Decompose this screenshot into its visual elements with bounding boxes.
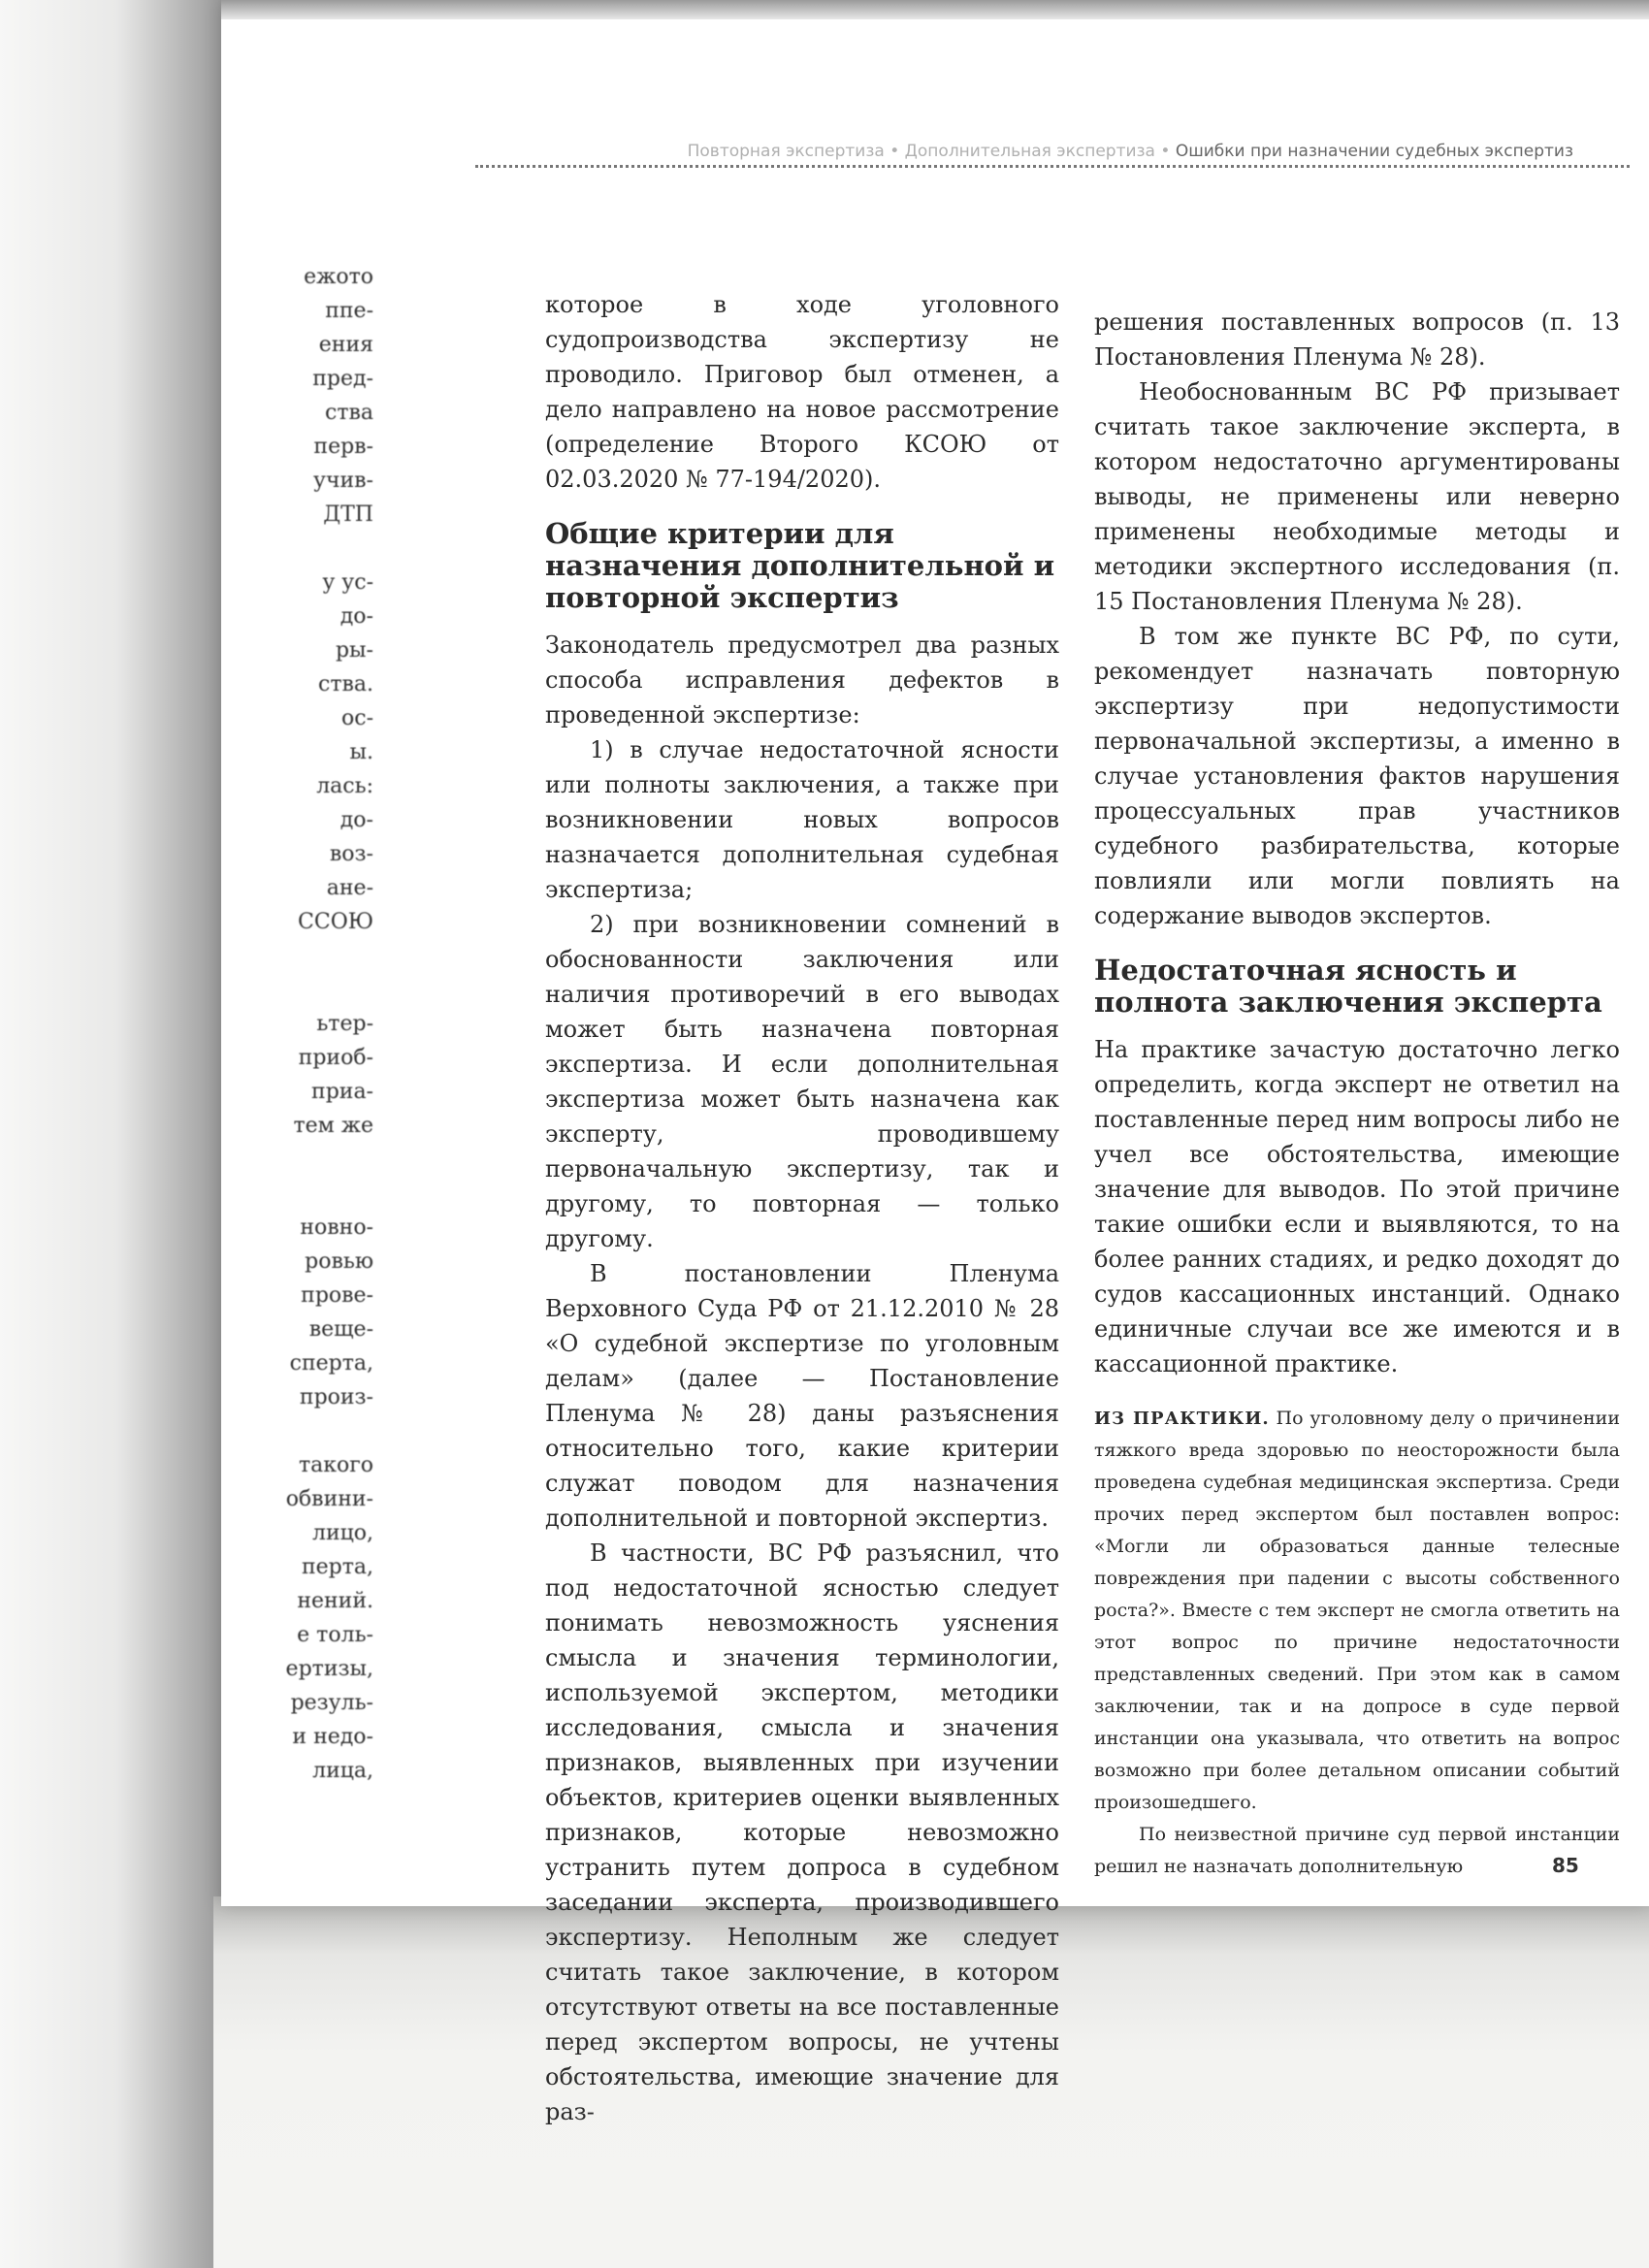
fragment-line: перв- xyxy=(313,435,373,459)
paragraph-particular: В частности, ВС РФ разъяснил, что под недостаточной ясностью следует понимать невозможность уяснения смысла и значения терминологии, используемой экспертом, методики исследования, смысла и значения признаков, выявленных при изучении объектов, критериев оценки выявленных признаков, которые невозможно устранить путем допроса в судебном заседании эксперта, производившего экспертизу. Неполным же следует считать такое заключение, в котором отсутствуют ответы на все поставленные перед экспертом вопросы, не учтены обстоятельства, имеющие значение для раз- xyxy=(545,1539,1059,2125)
case-text: По уголовному делу о причинении тяжкого вреда здоровью по неосторожности была проведена судебная медицинская экспертиза. Среди прочих перед экспертом был поставлен вопрос: «Могли ли образоваться данные телесные повреждения при падении с высоты собственного роста?». Вместе с тем эксперт не смогла ответить на этот вопрос по причине недостаточности представленных сведений. При этом как в самом заключении, так и на допросе в суде первой инстанции она указывала, что ответить на вопрос возможно при более детальном описании событий произошедшего. xyxy=(1094,1408,1620,1813)
fragment-line: до- xyxy=(340,808,373,832)
fragment-line: ения xyxy=(318,333,373,357)
fragment-line: ппе- xyxy=(325,299,373,323)
fragment-line: веще- xyxy=(308,1317,373,1342)
fragment-line: лица, xyxy=(312,1759,373,1783)
fragment-line: сперта, xyxy=(289,1351,373,1376)
header-rule xyxy=(475,165,1630,170)
fragment-line: ы. xyxy=(349,740,373,764)
running-header-title: Ошибки при назначении судебных экспертиз xyxy=(1175,142,1573,161)
case-paragraph xyxy=(1094,1403,1620,1819)
running-header xyxy=(688,142,1573,161)
fragment-line: произ- xyxy=(299,1385,373,1409)
paragraph-same-point: В том же пункте ВС РФ, по сути, рекомендует назначать повторную экспертизу при недопустимости первоначальной экспертизы, а именно в случае установления фактов нарушения процессуальных прав участников судебного разбирательства, которые повлияли или могли повлиять на содержание выводов экспертов. xyxy=(1094,623,1620,929)
fragment-line xyxy=(247,532,373,566)
fragment-line: учив- xyxy=(313,469,373,493)
fragment-line xyxy=(247,973,373,1007)
fragment-line: ства xyxy=(325,401,373,425)
page-number: 85 xyxy=(1552,1854,1579,1877)
fragment-line: ДТП xyxy=(323,502,373,527)
fragment-line: ертизы, xyxy=(285,1657,373,1681)
fragment-line: новно- xyxy=(300,1215,373,1240)
paragraph-lawmaker: Законодатель предусмотрел два разных способа исправления дефектов в проведенной экспертизе: xyxy=(545,632,1059,729)
fragment-line: обвини- xyxy=(285,1487,373,1511)
scan-top-edge xyxy=(221,0,1649,19)
list-item-1: 1) в случае недостаточной ясности или полноты заключения, а также при возникновении новых вопросов назначается дополнительная судебная экспертиза; xyxy=(545,736,1059,903)
fragment-line: до- xyxy=(340,604,373,629)
fragment-line: нений. xyxy=(297,1589,373,1613)
fragment-line: лицо, xyxy=(311,1521,373,1545)
fragment-line: прове- xyxy=(301,1283,373,1308)
heading-clarity: Недостаточная ясность и полнота заключения эксперта xyxy=(1094,954,1602,1019)
fragment-line: ьтер- xyxy=(316,1012,373,1036)
heading-general-criteria: Общие критерии для назначения дополнительной и повторной экспертиз xyxy=(545,517,1055,614)
paragraph-continuation: решения поставленных вопросов (п. 13 Постановления Пленума № 28). xyxy=(1094,308,1620,371)
case-box xyxy=(1094,1403,1620,1883)
fragment-line: ства. xyxy=(318,672,373,697)
fragment-line: резуль- xyxy=(290,1691,373,1715)
case-paragraph-2: По неизвестной причине суд первой инстанции решил не назначать дополнительную xyxy=(1094,1824,1620,1877)
column-left xyxy=(545,287,1059,2129)
paragraph-practice: На практике зачастую достаточно легко определить, когда эксперт не ответил на поставленные перед ним вопросы либо не учел все обстоятельства, имеющие значение для выводов. По этой причине такие ошибки если и выявляются, то на более ранних стадиях, и редко доходят до судов кассационных инстанций. Однако единичные случаи все же имеются и в кассационной практике. xyxy=(1094,1036,1620,1377)
fragment-line: е толь- xyxy=(297,1623,373,1647)
fragment-line xyxy=(247,1414,373,1448)
list-item-2: 2) при возникновении сомнений в обоснованности заключения или наличия противоречий в его выводах может быть назначена повторная экспертиза. И если дополнительная экспертиза может быть назначена как эксперту, проводившему первоначальную экспертизу, так и другому, то повторная — только другому. xyxy=(545,911,1059,1252)
column-right xyxy=(1094,305,1620,1883)
fragment-line: перта, xyxy=(301,1555,373,1579)
paragraph-unfounded: Необоснованным ВС РФ призывает считать такое заключение эксперта, в котором недостаточно аргументированы выводы, не применены или неверно применены необходимые методы и методики экспертного исследования (п. 15 Постановления Пленума № 28). xyxy=(1094,378,1620,615)
fragment-line: ССОЮ xyxy=(298,910,373,934)
fragment-line: и недо- xyxy=(292,1725,373,1749)
fragment-line xyxy=(247,1177,373,1211)
fragment-line: пред- xyxy=(312,367,373,391)
fragment-line: приоб- xyxy=(298,1046,373,1070)
running-header-faded: Повторная экспертиза • Дополнительная экспертиза • xyxy=(687,142,1176,161)
fragment-line: тем же xyxy=(293,1114,373,1138)
fragment-line xyxy=(247,1143,373,1177)
fragment-line: такого xyxy=(298,1453,373,1477)
paragraph-intro: которое в ходе уголовного судопроизводства экспертизу не проводило. Приговор был отменен, а дело направлено на новое рассмотрение (определение Второго КСОЮ от 02.03.2020 № 77-194/2020). xyxy=(545,291,1059,493)
fragment-line: у ус- xyxy=(322,570,373,595)
fragment-line: лась: xyxy=(316,774,373,798)
fragment-line: ос- xyxy=(341,706,373,730)
fragment-line: ежото xyxy=(304,265,373,289)
fragment-line: приа- xyxy=(311,1080,373,1104)
fragment-line: ане- xyxy=(326,876,373,900)
fragment-line: ры- xyxy=(335,638,373,663)
fragment-line xyxy=(247,939,373,973)
previous-page-fragment xyxy=(247,260,373,1788)
case-tag: ИЗ ПРАКТИКИ. xyxy=(1094,1409,1270,1429)
fragment-line: воз- xyxy=(329,842,373,866)
paragraph-plenum: В постановлении Пленума Верховного Суда РФ от 21.12.2010 № 28 «О судебной экспертизе по уголовным делам» (далее — Постановление Пленума № 28) даны разъяснения относительно того, какие критерии служат поводом для назначения дополнительной и повторной экспертиз. xyxy=(545,1260,1059,1532)
fragment-line: ровью xyxy=(305,1249,373,1274)
